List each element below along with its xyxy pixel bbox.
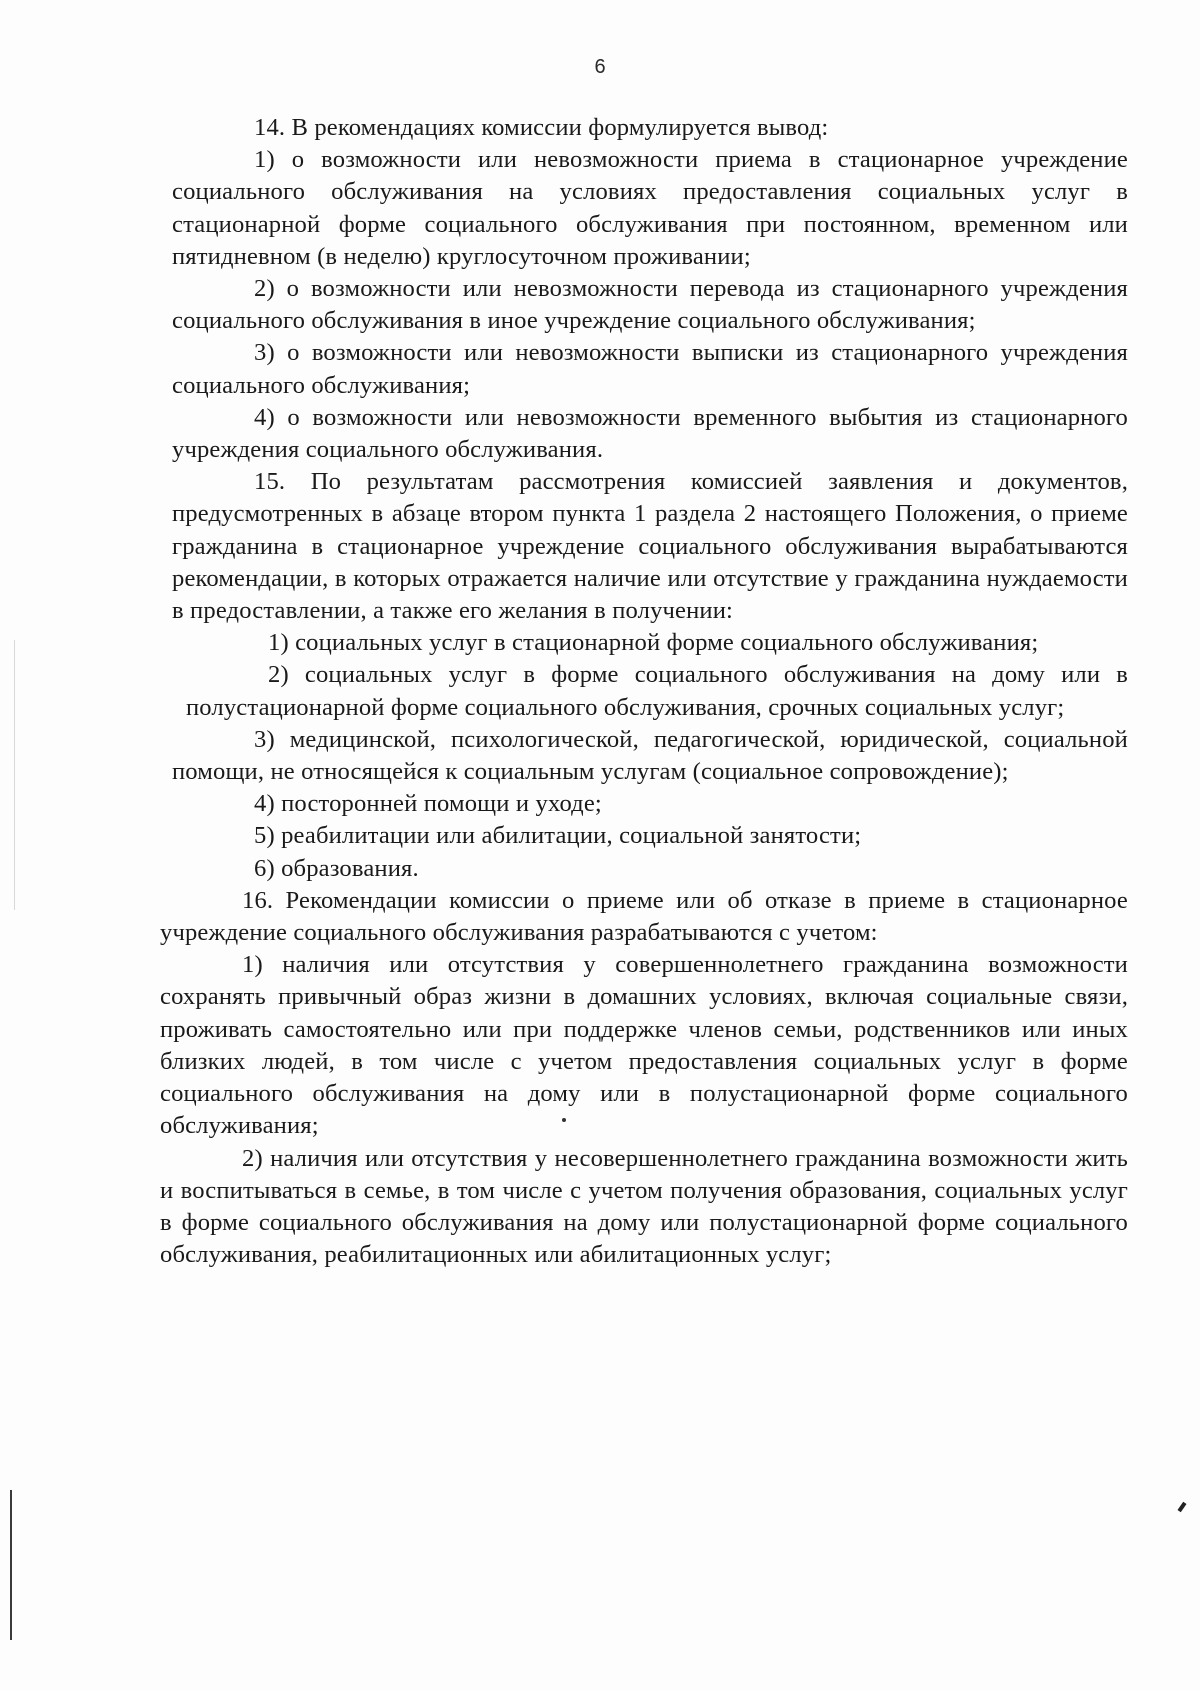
paragraph-14-item-3: 3) о возможности или невозможности выписки из стационарного учреждения социального обслуживания; <box>172 339 1128 399</box>
page-number: 6 <box>594 56 606 78</box>
scan-margin-shadow <box>14 640 15 910</box>
paragraph-15-item-6: 6) образования. <box>254 854 419 882</box>
document-body <box>160 112 1128 1271</box>
paragraph-15-item-1: 1) социальных услуг в стационарной форме социального обслуживания; <box>268 629 1039 657</box>
paragraph-15-item-4: 4) посторонней помощи и уходе; <box>254 790 602 818</box>
paragraph-14-item-4: 4) о возможности или невозможности временного выбытия из стационарного учреждения социального обслуживания. <box>172 403 1128 464</box>
scan-corner-artifact <box>1177 1502 1186 1512</box>
paragraph-14-heading: 14. В рекомендациях комиссии формулируется вывод: <box>254 114 829 141</box>
paragraph-14-item-2: 2) о возможности или невозможности перевода из стационарного учреждения социального обслуживания в иное учреждение социального обслуживания; <box>172 275 1128 335</box>
scan-dot-artifact <box>562 1118 566 1122</box>
scan-margin-line <box>10 1490 12 1640</box>
paragraph-16-item-1: 1) наличия или отсутствия у совершеннолетнего гражданина возможности сохранять привычный образ жизни в домашних условиях, включая социальные связи, проживать самостоятельно или при поддержке членов семьи, родственников или иных близких людей, в том числе с учетом предоставления социальных услуг в форме социального обслуживания на дому или в полустационарной форме социального обслуживания; <box>160 951 1128 1140</box>
paragraph-15: 15. По результатам рассмотрения комиссией заявления и документов, предусмотренных в абзаце втором пункта 1 раздела 2 настоящего Положения, о приеме гражданина в стационарное учреждение социального обслуживания вырабатываются рекомендации, в которых отражается наличие или отсутствие у гражданина нуждаемости в предоставлении, а также его желания в получении: <box>172 468 1128 625</box>
paragraph-16: 16. Рекомендации комиссии о приеме или об отказе в приеме в стационарное учреждение социального обслуживания разрабатываются с учетом: <box>160 886 1128 947</box>
paragraph-15-item-2: 2) социальных услуг в форме социального обслуживания на дому или в полустационарной форме социального обслуживания, срочных социальных услуг; <box>186 661 1128 721</box>
paragraph-15-item-3: 3) медицинской, психологической, педагогической, юридической, социальной помощи, не относящейся к социальным услугам (социальное сопровождение); <box>172 725 1128 786</box>
paragraph-14-item-1: 1) о возможности или невозможности приема в стационарное учреждение социального обслуживания на условиях предоставления социальных услуг в стационарной форме социального обслуживания при постоянном, временном или пятидневном (в неделю) круглосуточном проживании; <box>172 146 1128 270</box>
paragraph-16-item-2: 2) наличия или отсутствия у несовершеннолетнего гражданина возможности жить и воспитываться в семье, в том числе с учетом получения образования, социальных услуг в форме социального обслуживания на дому или полустационарной форме социального обслуживания, реабилитационных или абилитационных услуг; <box>160 1144 1128 1269</box>
paragraph-15-item-5: 5) реабилитации или абилитации, социальной занятости; <box>254 822 862 850</box>
